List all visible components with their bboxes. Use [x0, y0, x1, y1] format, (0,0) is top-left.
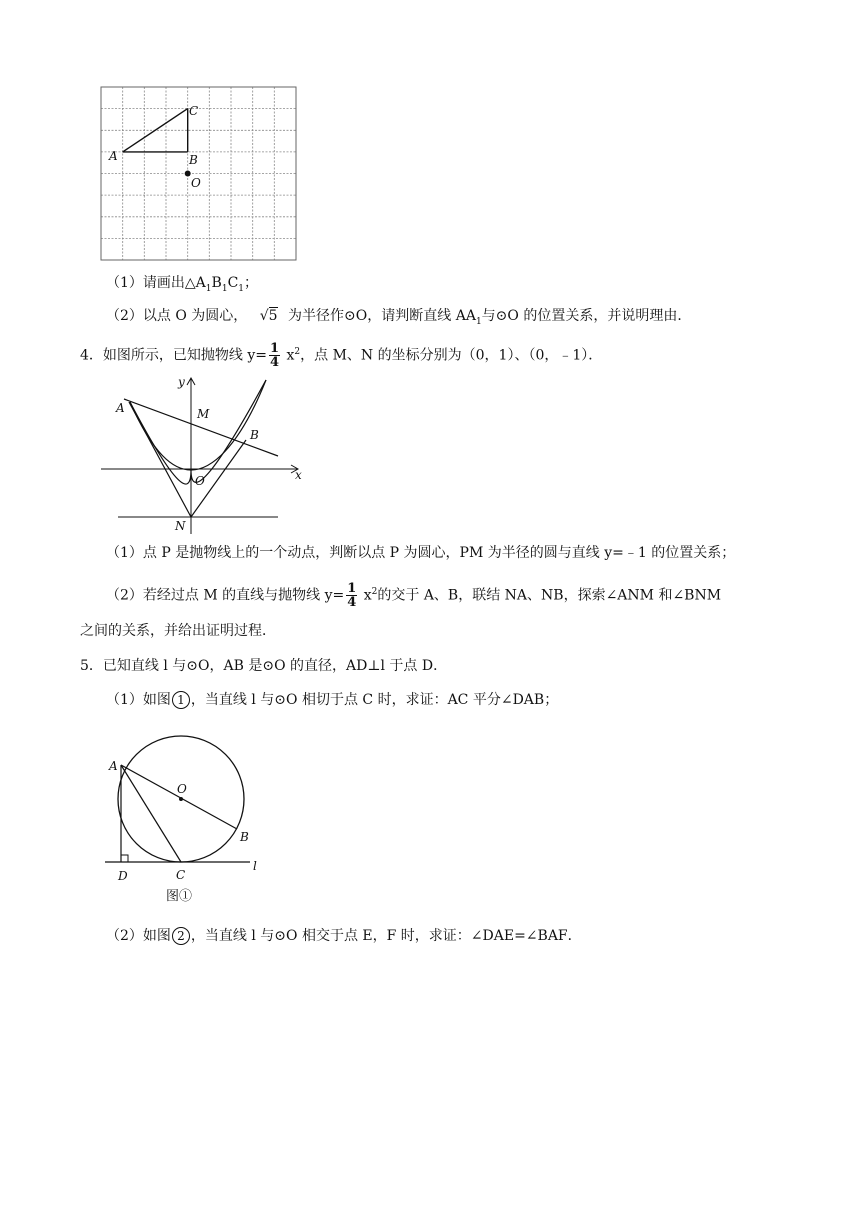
- svg-text:B: B: [250, 428, 259, 442]
- fraction-one-quarter: $\frac{1}{4}$: [270, 341, 280, 371]
- triangle-abc: [123, 109, 188, 152]
- figure-circle-tangent: [100, 728, 280, 908]
- q5-part2: （2）如图 2 ，当直线 l 与⊙O 相交于点 E，F 时，求证：∠DAE=∠BAF．: [106, 928, 582, 944]
- svg-text:y: y: [178, 375, 185, 389]
- label-b: B: [189, 153, 198, 167]
- svg-text:A: A: [116, 401, 125, 415]
- svg-text:D: D: [118, 869, 128, 883]
- svg-text:N: N: [175, 519, 186, 533]
- label-a: A: [109, 149, 118, 163]
- svg-text:O: O: [177, 782, 187, 796]
- q4-part1: （1）点 P 是抛物线上的一个动点，判断以点 P 为圆心，PM 为半径的圆与直线 y=﹣1 的位置关系；: [106, 545, 736, 561]
- q3-part2: （2）以点 O 为圆心， √5 为半径作⊙O，请判断直线 $AA_1$与⊙O 的位置关系，并说明理由．: [106, 308, 692, 327]
- q4-part2-cont: 之间的关系，并给出证明过程．: [80, 623, 276, 639]
- figure-caption: 图①: [166, 889, 193, 904]
- q5-part1: （1）如图 1 ，当直线 l 与⊙O 相切于点 C 时，求证：AC 平分∠DAB；: [106, 692, 559, 708]
- svg-text:C: C: [176, 868, 186, 882]
- svg-text:l: l: [253, 859, 257, 873]
- svg-text:M: M: [197, 407, 210, 421]
- segment-ac: [121, 765, 181, 862]
- q4-stem: 4．如图所示，已知抛物线 y= $\frac{1}{4}$ $x^2$，点 M、N 的坐标分别为（0，1）、（0，﹣1）．: [80, 341, 603, 371]
- right-angle-mark: [121, 855, 128, 862]
- figure-grid-triangle: [98, 84, 300, 262]
- point-o: [185, 171, 191, 177]
- q5-stem: 5．已知直线 l 与⊙O，AB 是⊙O 的直径，AD⊥l 于点 D．: [80, 658, 448, 674]
- q3-part1: （1）请画出$\triangle A_1B_1C_1$；: [106, 275, 259, 294]
- q4-part2: （2）若经过点 M 的直线与抛物线 y= $\frac{1}{4}$ $x^2$的交于 A、B，联结 NA、NB，探索∠ANM 和∠BNM: [106, 581, 722, 611]
- diameter-ab: [121, 765, 237, 829]
- svg-text:x: x: [295, 468, 302, 482]
- parabola: [130, 380, 266, 484]
- label-o: O: [191, 176, 201, 190]
- label-c: C: [189, 104, 199, 118]
- svg-text:O: O: [195, 474, 205, 488]
- line-na: [129, 402, 191, 517]
- sqrt-symbol: √5: [259, 308, 278, 324]
- svg-text:A: A: [109, 759, 118, 773]
- svg-text:B: B: [240, 830, 249, 844]
- figure-parabola: [98, 374, 308, 534]
